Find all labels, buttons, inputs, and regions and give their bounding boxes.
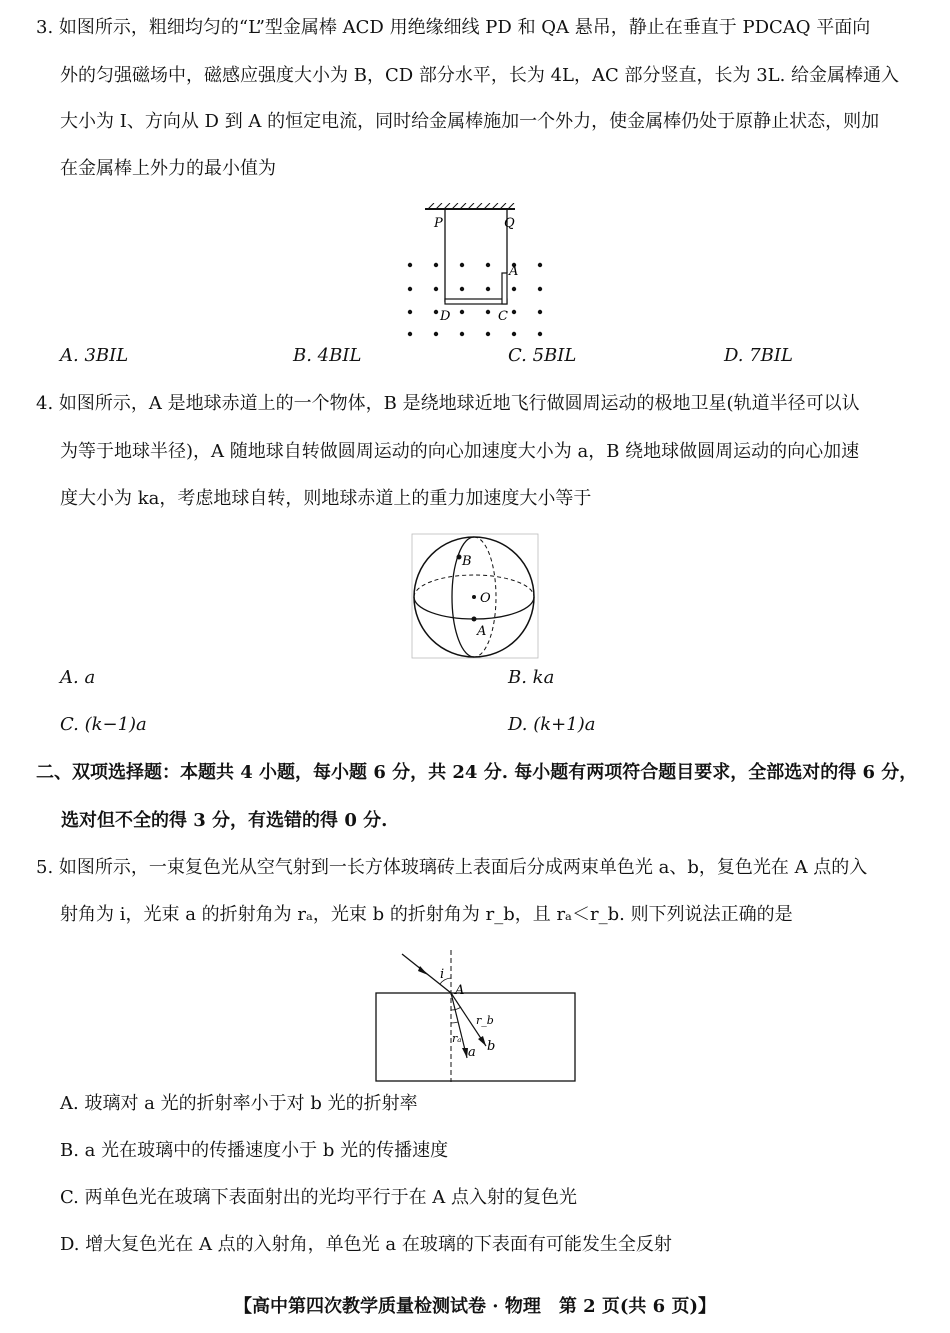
q4-line-2: 为等于地球半径)，A 随地球自转做圆周运动的向心加速度大小为 a，B 绕地球做圆周运动的向心加速 [60,441,860,462]
q5-option-c: C. 两单色光在玻璃下表面射出的光均平行于在 A 点入射的复色光 [60,1187,578,1208]
q5-line-2: 射角为 i，光束 a 的折射角为 rₐ，光束 b 的折射角为 r_b，且 rₐ＜r_b. 则下列说法正确的是 [60,904,793,925]
q3-line-1: 3. 如图所示，粗细均匀的“L”型金属棒 ACD 用绝缘细线 PD 和 QA 悬吊，静止在垂直于 PDCAQ 平面向 [36,17,871,38]
q4-label-o: O [480,591,491,606]
q5-option-d: D. 增大复色光在 A 点的入射角，单色光 a 在玻璃的下表面有可能发生全反射 [60,1234,672,1255]
q5-label-a-point: A [455,983,465,998]
q5-option-b: B. a 光在玻璃中的传播速度小于 b 光的传播速度 [60,1140,449,1161]
q3-option-d: D. 7BIL [724,345,793,366]
q4-label-b: B [462,554,472,569]
q5-label-rb: r_b [476,1014,494,1027]
section2-line-2: 选对但不全的得 3 分，有选错的得 0 分. [61,810,388,831]
q3-line-4: 在金属棒上外力的最小值为 [60,158,276,179]
q3-label-a: A [509,264,519,279]
q5-option-a: A. 玻璃对 a 光的折射率小于对 b 光的折射率 [60,1093,418,1114]
q5-figure [372,948,578,1084]
q3-option-b: B. 4BIL [293,345,362,366]
q4-figure [410,532,540,660]
q5-line-1: 5. 如图所示，一束复色光从空气射到一长方体玻璃砖上表面后分成两束单色光 a、b，复色光在 A 点的入 [36,857,868,878]
q4-option-b: B. ka [508,667,555,688]
q4-line-3: 度大小为 ka，考虑地球自转，则地球赤道上的重力加速度大小等于 [60,488,592,509]
q3-label-d: D [440,309,451,324]
q4-label-a: A [477,624,487,639]
q3-line-3: 大小为 I、方向从 D 到 A 的恒定电流，同时给金属棒施加一个外力，使金属棒仍处于原静止状态，则加 [60,111,880,132]
q4-line-1: 4. 如图所示，A 是地球赤道上的一个物体，B 是绕地球近地飞行做圆周运动的极地卫星(轨道半径可以认 [36,393,860,414]
q5-label-ra: rₐ [452,1032,462,1045]
q5-label-i: i [440,967,445,982]
q4-option-a: A. a [60,667,96,688]
q4-option-d: D. (k+1)a [508,714,596,735]
q3-label-c: C [498,309,508,324]
q3-label-q: Q [504,216,515,231]
q5-label-a-beam: a [468,1045,476,1060]
section2-line-1: 二、双项选择题：本题共 4 小题，每小题 6 分，共 24 分. 每小题有两项符合题目要求，全部选对的得 6 分， [36,762,918,783]
q5-label-b-beam: b [487,1039,496,1054]
page-footer: 【高中第四次教学质量检测试卷 · 物理 第 2 页(共 6 页)】 [234,1296,716,1317]
q3-option-a: A. 3BIL [60,345,129,366]
q3-figure [400,203,550,338]
q3-label-p: P [434,216,443,231]
q4-option-c: C. (k−1)a [60,714,147,735]
q3-option-c: C. 5BIL [508,345,577,366]
q3-line-2: 外的匀强磁场中，磁感应强度大小为 B，CD 部分水平，长为 4L，AC 部分竖直，长为 3L. 给金属棒通入 [60,65,900,86]
